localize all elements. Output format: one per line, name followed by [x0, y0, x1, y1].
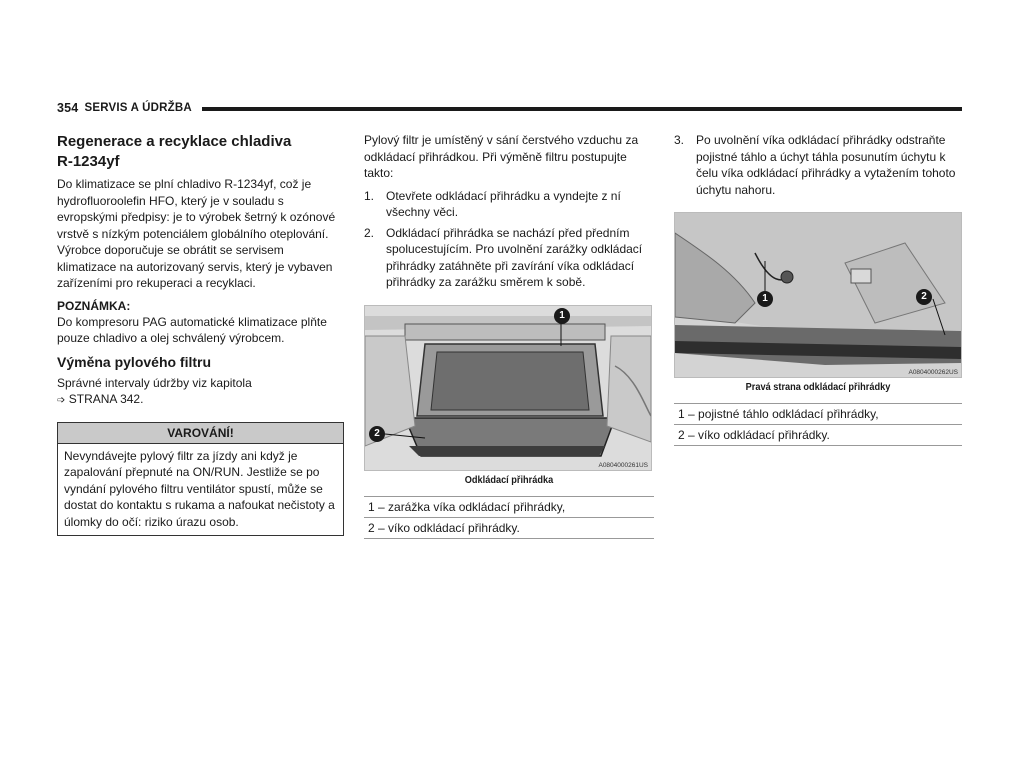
figure-code: A0804000261US — [598, 461, 648, 469]
figure-caption: Odkládací přihrádka — [464, 474, 554, 486]
step-text: Po uvolnění víka odkládací přihrádky odstraňte pojistné táhlo a úchyt táhla posunutím úchytu k čelu víka odkládací přihrádky a vytažením tohoto úchytu nahoru. — [696, 133, 956, 197]
page-reference-link[interactable]: STRANA 342. — [68, 392, 144, 406]
filter-title: Výměna pylového filtru — [57, 353, 212, 370]
step-text: Odkládací přihrádka se nachází před předním spolucestujícím. Pro uvolnění zarážky odkládací přihrádky zatáhněte při zavírání víka odkládací přihrádky za zarážku směrem k sobě. — [386, 225, 643, 289]
legend-item: 1 – zarážka víka odkládací přihrádky, — [364, 496, 654, 518]
callout-2-icon: 2 — [916, 289, 932, 305]
note-text: Do kompresoru PAG automatické klimatizace plňte pouze chladivo a olej schválený výrobcem. — [57, 314, 327, 345]
step-item — [364, 188, 654, 221]
filter-location-text: Pylový filtr je umístěný v sání čerstvého vzduchu za odkládací přihrádkou. Při výměně filtru postupujte takto: — [364, 133, 639, 180]
warning-text: Nevyndávejte pylový filtr za jízdy ani když je zapalování přepnuté na ON/RUN. Jestliže se po vyndání pylového filtru ventilátor spustí, může se dostat do kontaktu s rukama a nafoukat nečistoty a úlomky do očí: riziko úrazu osob. — [64, 448, 335, 529]
refrigerant-intro: Do klimatizace se plní chladivo R-1234yf, což je hydrofluoroolefin HFO, který je v souladu s evropskými předpisy: je to výrobek šetrný k ozónové vrstvě s nízkým potenciálem globálního oteplování. Výrobce doporučuje se obrátit se servisem klimatizace na autorizovaný servis, který je vybaven zařízeními pro rekuperaci a recyklaci. — [57, 177, 336, 290]
refrigerant-title-line2: R-1234yf — [57, 153, 120, 170]
refrigerant-title — [57, 132, 344, 172]
page-number: 354 — [57, 101, 79, 115]
arrow-right-icon: ➩ — [57, 395, 66, 406]
step-number: 2. — [364, 225, 375, 240]
glovebox-figure — [364, 305, 652, 471]
step-item — [674, 132, 962, 198]
callout-2-icon: 2 — [369, 426, 385, 442]
callout-1-icon: 1 — [554, 308, 570, 324]
refrigerant-title-line1: Regenerace a recyklace chladiva — [57, 133, 292, 150]
intervals-text — [57, 375, 344, 410]
column-middle — [364, 132, 654, 539]
figure-caption: Pravá strana odkládací přihrádky — [745, 382, 891, 393]
intervals-line1: Správné intervaly údržby viz kapitola — [57, 375, 252, 390]
note-label: POZNÁMKA: — [57, 298, 131, 313]
figure-code: A0804000262US — [908, 369, 958, 376]
warning-box — [57, 422, 344, 537]
legend-item: 2 – víko odkládací přihrádky. — [364, 518, 654, 539]
step-text: Otevřete odkládací přihrádku a vyndejte z ní všechny věci. — [386, 188, 621, 219]
header-rule — [202, 107, 962, 111]
steps-list-2 — [674, 132, 962, 198]
column-left — [57, 132, 344, 536]
callout-1-icon: 1 — [757, 291, 773, 307]
steps-list-1 — [364, 188, 654, 291]
glovebox-side-figure — [674, 212, 962, 378]
step-number: 1. — [364, 188, 375, 203]
legend-item: 1 – pojistné táhlo odkládací přihrádky, — [674, 403, 962, 425]
page-header — [57, 100, 962, 116]
legend-item: 2 – víko odkládací přihrádky. — [674, 425, 962, 446]
section-name: SERVIS A ÚDRŽBA — [84, 102, 192, 114]
column-right — [674, 132, 962, 446]
step-item — [364, 225, 654, 291]
warning-heading: VAROVÁNÍ! — [58, 423, 343, 444]
step-number: 3. — [674, 133, 685, 147]
figure-legend — [674, 403, 962, 446]
glovebox-illustration — [365, 306, 651, 470]
figure-legend — [364, 496, 654, 539]
